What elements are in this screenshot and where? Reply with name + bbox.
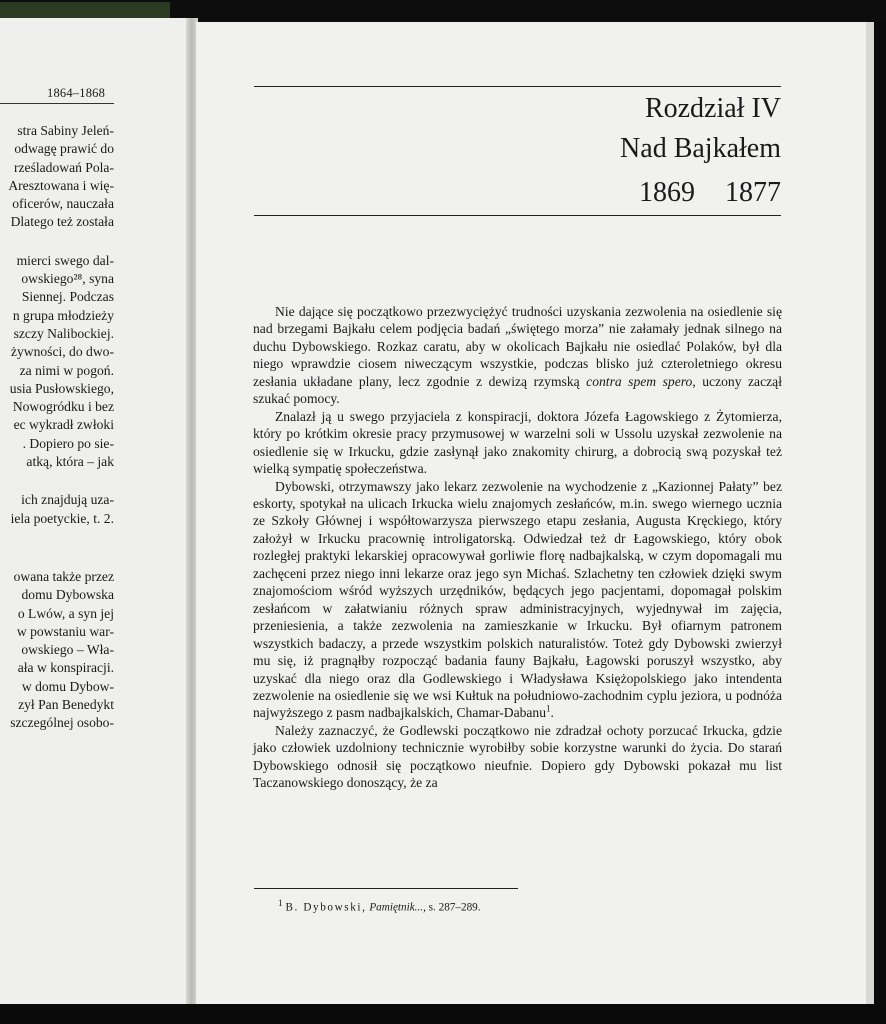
paragraph-4: Należy zaznaczyć, że Godlewski początkowo nie zdradzał ochoty porzucać Irkucka, gdzie jako człowiek uzdolniony technicznie wyrobiłby sobie korzystne warunki do życia. Do starań Dybowskiego odnosił się początkowo nieufnie. Dopiero gdy Dybowski pokazał mu list Taczanowskiego donoszący, że za	[253, 722, 782, 791]
left-page-gap	[0, 232, 114, 252]
paragraph-3-end: .	[550, 705, 554, 721]
scan-bottom-border	[0, 1004, 886, 1024]
footnote-pages: s. 287–289.	[428, 901, 481, 914]
latin-motto: contra spem spero	[586, 373, 693, 389]
left-page-line: w powstaniu war-	[16, 623, 114, 639]
footnote	[278, 899, 481, 914]
left-page-line: o Lwów, a syn jej	[17, 605, 114, 621]
left-page-gap	[0, 528, 114, 548]
year-end: 1877	[725, 177, 781, 208]
left-page-line: oficerów, nauczała	[12, 196, 114, 212]
chapter-years	[639, 176, 781, 210]
left-page-running-header: 1864–1868	[47, 86, 106, 100]
left-page-line: owskiego – Wła-	[21, 642, 114, 658]
left-page-line: ich znajdują uza-	[21, 492, 114, 508]
left-page-text	[0, 122, 114, 733]
left-page-line: n grupa młodzieży	[12, 307, 114, 323]
chapter-title: Nad Bajkałem	[620, 133, 781, 164]
page-stack-edge	[866, 22, 874, 1004]
left-page-line: stra Sabiny Jeleń-	[17, 123, 114, 138]
left-page-line: domu Dybowska	[21, 587, 114, 603]
left-page-gap	[0, 548, 114, 568]
left-page-line: Aresztowana i wię-	[8, 177, 114, 193]
footnote-author: B. Dybowski,	[285, 901, 367, 914]
left-page-header-rule	[0, 103, 114, 104]
paragraph-1-end: , uczony zaczął szukać pomocy.	[253, 373, 782, 407]
left-page-line: odwagę prawić do	[14, 141, 114, 157]
left-page-line: owskiego²⁸, syna	[21, 271, 114, 287]
left-page-gap	[0, 471, 114, 491]
left-page-line: ec wykradł zwłoki	[13, 417, 114, 433]
left-page-line: szczególnej osobo-	[10, 715, 114, 731]
paragraph-1	[253, 303, 782, 408]
left-page-line: żywności, do dwo-	[10, 344, 114, 360]
left-page-line: usia Pusłowskiego,	[9, 380, 114, 396]
left-page-line: szczy Nalibockiej.	[13, 325, 114, 341]
left-page-line: rześladowań Pola-	[13, 159, 114, 175]
right-page	[196, 22, 868, 1004]
footnote-number: 1	[278, 899, 283, 909]
left-page-line: Dlatego też została	[10, 214, 114, 230]
footnote-work: Pamiętnik...,	[369, 901, 426, 914]
left-page-line: atką, która – jak	[26, 454, 114, 470]
paragraph-2: Znalazł ją u swego przyjaciela z konspiracji, doktora Józefa Łagowskiego z Żytomierza, który po krótkim okresie pracy przymusowej w warzelni soli w Ussolu uzyskał zezwolenie na osiedlenie się w Irkucku, gdzie zasłynął jako znakomity chirurg, a dobrocią swą pozyskał też wielką sympatię społeczeństwa.	[253, 408, 782, 477]
footnote-rule	[254, 888, 518, 889]
chapter-top-rule	[254, 86, 781, 87]
paragraph-1-text: Nie dające się początkowo przezwyciężyć trudności uzyskania zezwolenia na osiedlenie się nad brzegami Bajkału celem podjęcia badań „świętego morza” nie załamały jednak silnego na duchu Dybowskiego. Rozkaz caratu, aby w okolicach Bajkału nie osiedlać Polaków, był dla niego wprawdzie ciosem niweczącym wszystkie, podczas blisko już czteroletniego okresu zesłania układane plany, lecz zgodnie z dewizą rzymską	[253, 304, 782, 389]
left-page-line: ała w konspiracji.	[17, 660, 114, 676]
left-page-line: zył Pan Benedykt	[18, 697, 114, 713]
year-start: 1869	[639, 177, 695, 208]
left-page-line: . Dopiero po sie-	[22, 435, 114, 451]
left-page-line: mierci swego dal-	[16, 252, 114, 268]
footnote-reference[interactable]: 1	[546, 703, 551, 714]
left-page	[0, 18, 193, 1004]
chapter-label: Rozdział IV	[644, 93, 781, 124]
left-page-line: w domu Dybow-	[21, 678, 114, 694]
paragraph-3	[253, 478, 782, 722]
chapter-bottom-rule	[254, 215, 781, 216]
paragraph-3-text: Dybowski, otrzymawszy jako lekarz zezwolenie na wychodzenie z „Kazionnej Pałaty” bez eskorty, spotykał na ulicach Irkucka wielu znajomych zesłańców, m.in. swego wiernego ucznia ze Szkoły Głównej i współtowarzysza pierwszego etapu zesłania, Augusta Kręckiego, który założył w Irkucku pracownię introligatorską. Odwiedzał też dr Łagowskiego, który obok rozległej praktyki lekarskiej opracowywał gorliwie florę nadbajkalską, w czym dopomagali mu zachęceni przez niego inni lekarze oraz jego syn Michaś. Szlachetny ten człowiek dzięki swym znajomościom wśród wyższych urzędników, będących jego pacjentami, dopomagał polskim zesłańcom w załatwianiu różnych spraw administracyjnych, wyjednywał im zajęcia, przeniesienia, a także zezwolenia na zamieszkanie w Irkucku. Był ofiarnym patronem wszystkich badaczy, a przede wszystkim polskich naturalistów. Toteż gdy Dybowski zwierzył mu się, iż pragnąłby rozpocząć badania fauny Bajkału, Łagowski poruszył wszystko, aby uzyskać dla niego oraz dla Godlewskiego i Władysława Księżopolskiego jako intendenta zezwolenie na osiedlenie się we wsi Kułtuk na południowo-zachodnim cyplu jeziora, u podnóża najwyższego z pasm nadbajkalskich, Chamar-Dabanu	[253, 478, 782, 721]
chapter-body	[253, 303, 782, 792]
left-page-line: za nimi w pogoń.	[19, 362, 114, 378]
left-page-line: owana także przez	[13, 568, 114, 584]
left-page-line: Nowogródku i bez	[12, 399, 114, 415]
left-page-line: iela poetyckie, t. 2.	[10, 510, 114, 526]
left-page-line: Siennej. Podczas	[21, 289, 114, 305]
